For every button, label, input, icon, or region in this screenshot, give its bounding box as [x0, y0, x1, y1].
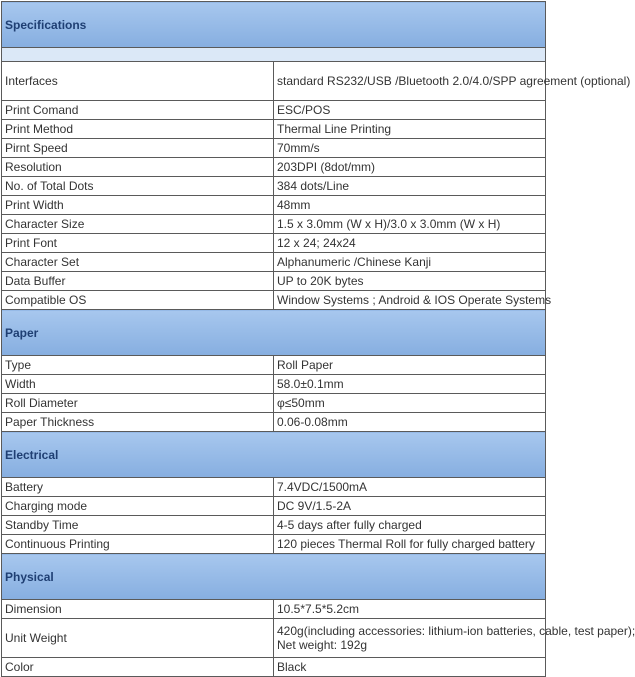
- section-header-paper: [2, 310, 546, 356]
- row-value: 384 dots/Line: [274, 177, 546, 196]
- row-label: Interfaces: [2, 62, 274, 101]
- row-value: Window Systems ; Android & IOS Operate Systems: [274, 291, 546, 310]
- row-value: Roll Paper: [274, 356, 546, 375]
- section-title: Physical: [2, 554, 546, 600]
- row-label: Print Method: [2, 120, 274, 139]
- section-title: Electrical: [2, 432, 546, 478]
- row-value: 0.06-0.08mm: [274, 413, 546, 432]
- table-row: [2, 62, 546, 101]
- row-label: Continuous Printing: [2, 535, 274, 554]
- row-label: No. of Total Dots: [2, 177, 274, 196]
- table-row: [2, 253, 546, 272]
- row-label: Data Buffer: [2, 272, 274, 291]
- table-row: [2, 101, 546, 120]
- table-row: [2, 234, 546, 253]
- row-value: 10.5*7.5*5.2cm: [274, 600, 546, 619]
- row-value: UP to 20K bytes: [274, 272, 546, 291]
- row-value: 7.4VDC/1500mA: [274, 478, 546, 497]
- table-row: [2, 658, 546, 677]
- table-row: [2, 177, 546, 196]
- table-row: [2, 535, 546, 554]
- table-row: [2, 291, 546, 310]
- specifications-table: [1, 1, 635, 677]
- row-label: Battery: [2, 478, 274, 497]
- row-value-line: 420g(including accessories: lithium-ion batteries, cable, test paper);: [277, 624, 635, 638]
- row-value: 4-5 days after fully charged: [274, 516, 546, 535]
- table-row: [2, 413, 546, 432]
- table-row: [2, 196, 546, 215]
- row-label: Dimension: [2, 600, 274, 619]
- table-row: [2, 158, 546, 177]
- table-row: [2, 272, 546, 291]
- row-value: Thermal Line Printing: [274, 120, 546, 139]
- row-value-line: Net weight: 192g: [277, 638, 368, 652]
- row-label: Paper Thickness: [2, 413, 274, 432]
- section-header-physical: [2, 554, 546, 600]
- table-row: [2, 215, 546, 234]
- table-row: [2, 600, 546, 619]
- row-value: 120 pieces Thermal Roll for fully charged battery: [274, 535, 546, 554]
- table-row: [2, 619, 546, 658]
- row-label: Pirnt Speed: [2, 139, 274, 158]
- row-value: 58.0±0.1mm: [274, 375, 546, 394]
- section-title: Specifications: [2, 2, 546, 48]
- row-label: Type: [2, 356, 274, 375]
- row-value: φ≤50mm: [274, 394, 546, 413]
- section-spacer: [2, 48, 546, 62]
- row-label: Charging mode: [2, 497, 274, 516]
- row-value: Alphanumeric /Chinese Kanji: [274, 253, 546, 272]
- row-label: Resolution: [2, 158, 274, 177]
- row-label: Character Size: [2, 215, 274, 234]
- row-label: Standby Time: [2, 516, 274, 535]
- row-value: 48mm: [274, 196, 546, 215]
- row-label: Unit Weight: [2, 619, 274, 658]
- row-label: Width: [2, 375, 274, 394]
- section-header-specifications: [2, 2, 546, 48]
- row-label: Print Comand: [2, 101, 274, 120]
- table-row: [2, 516, 546, 535]
- row-value: 203DPI (8dot/mm): [274, 158, 546, 177]
- row-value: [274, 619, 635, 658]
- table-row: [2, 497, 546, 516]
- row-value: standard RS232/USB /Bluetooth 2.0/4.0/SPP agreement (optional): [274, 62, 546, 101]
- row-value: 12 x 24; 24x24: [274, 234, 546, 253]
- row-value: Black: [274, 658, 546, 677]
- row-label: Character Set: [2, 253, 274, 272]
- row-label: Compatible OS: [2, 291, 274, 310]
- row-value: DC 9V/1.5-2A: [274, 497, 546, 516]
- row-value: 1.5 x 3.0mm (W x H)/3.0 x 3.0mm (W x H): [274, 215, 546, 234]
- table-row: [2, 139, 546, 158]
- row-label: Print Font: [2, 234, 274, 253]
- row-value: ESC/POS: [274, 101, 546, 120]
- table-row: [2, 120, 546, 139]
- table-row: [2, 478, 546, 497]
- section-title: Paper: [2, 310, 546, 356]
- section-header-electrical: [2, 432, 546, 478]
- row-label: Color: [2, 658, 274, 677]
- row-label: Roll Diameter: [2, 394, 274, 413]
- table-row: [2, 394, 546, 413]
- row-label: Print Width: [2, 196, 274, 215]
- table-row: [2, 375, 546, 394]
- table-row: [2, 356, 546, 375]
- row-value: 70mm/s: [274, 139, 546, 158]
